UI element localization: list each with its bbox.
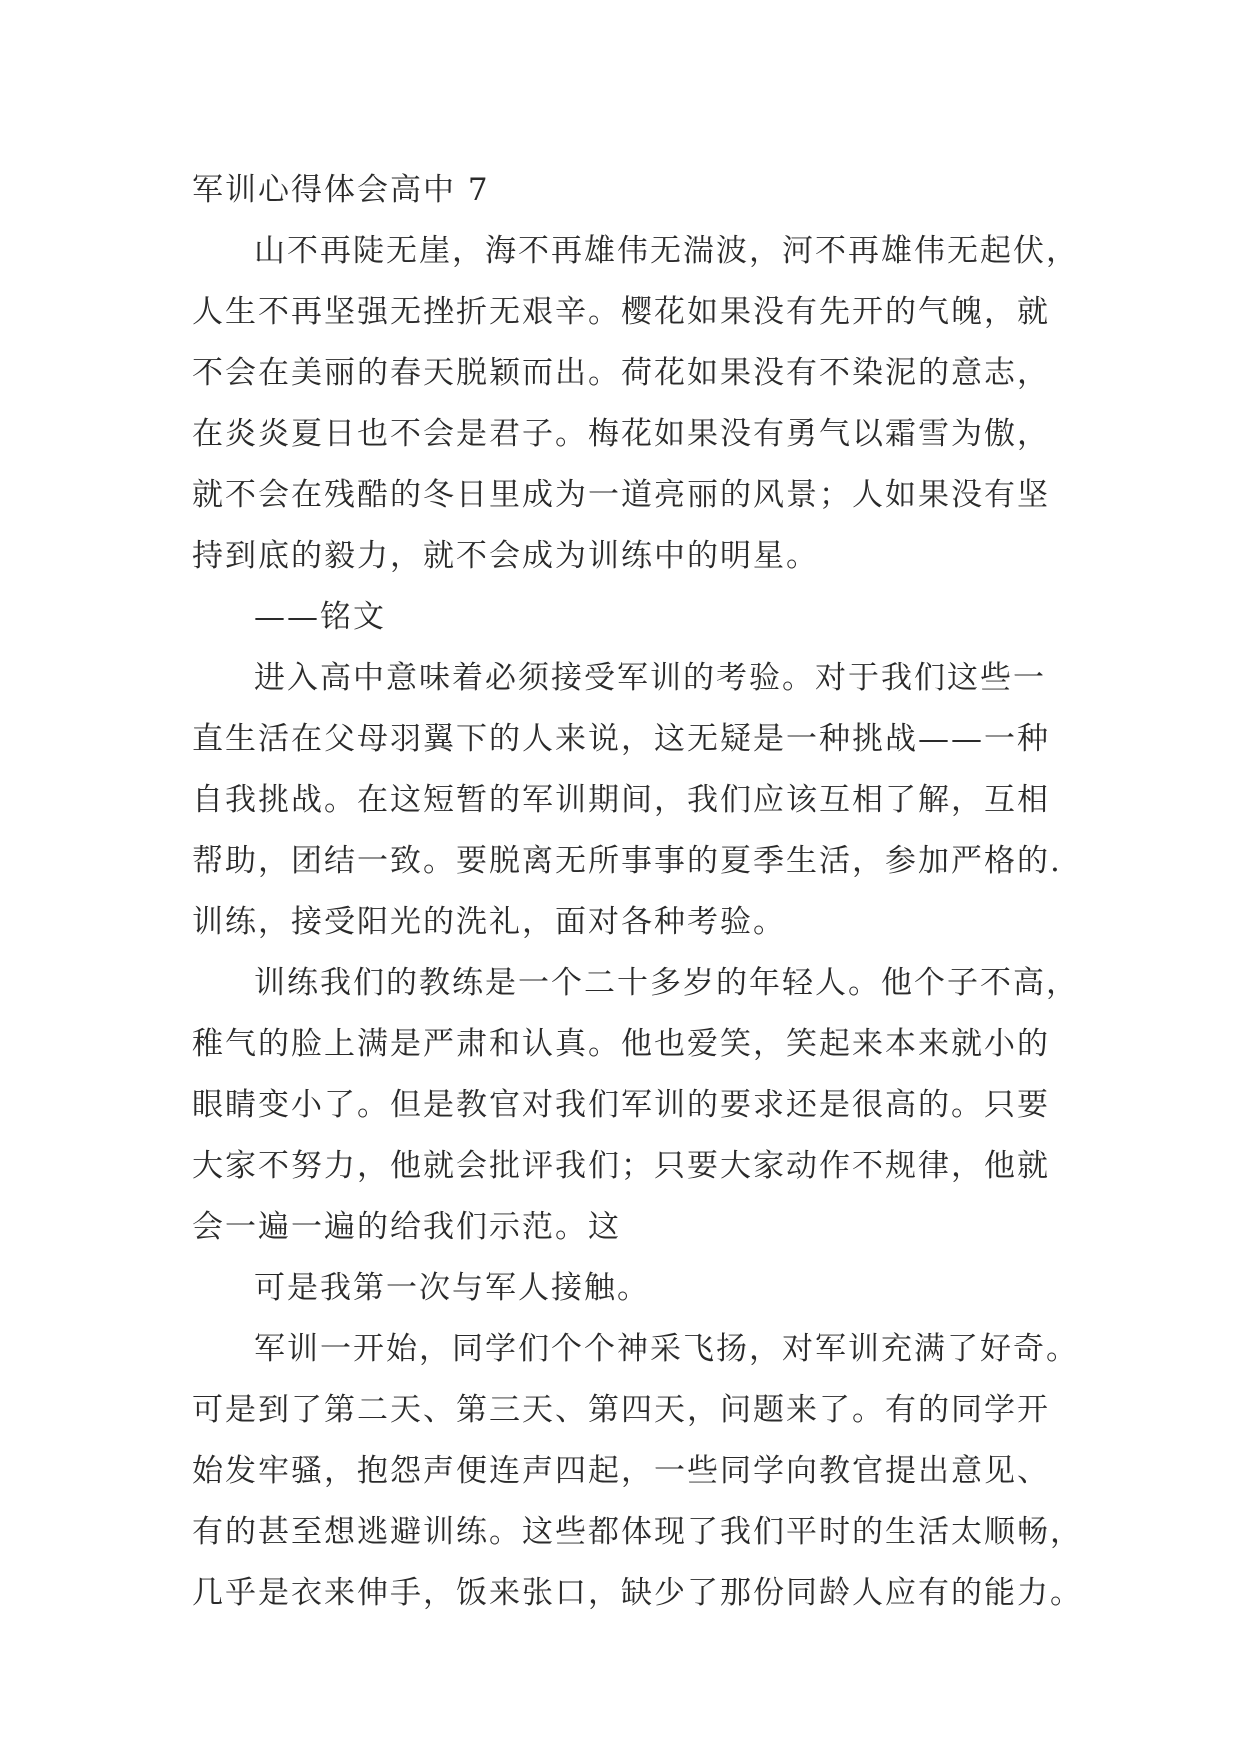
text-line: 大家不努力，他就会批评我们；只要大家动作不规律，他就 (192, 1148, 1050, 1184)
paragraph-intro (192, 221, 1079, 587)
text-line: 在炎炎夏日也不会是君子。梅花如果没有勇气以霜雪为傲， (192, 416, 1050, 452)
text-line: 帮助，团结一致。要脱离无所事事的夏季生活，参加严格的. (192, 843, 1062, 879)
document-body (192, 160, 1083, 1624)
text-line: 不会在美丽的春天脱颖而出。荷花如果没有不染泥的意志， (192, 355, 1050, 391)
text-line: 进入高中意味着必须接受军训的考验。对于我们这些一 (254, 660, 1046, 696)
paragraph-entering-high-school (192, 648, 1072, 953)
text-line: 有的甚至想逃避训练。这些都体现了我们平时的生活太顺畅， (192, 1514, 1083, 1550)
text-line: 稚气的脸上满是严肃和认真。他也爱笑，笑起来本来就小的 (192, 1026, 1050, 1062)
text-line: 会一遍一遍的给我们示范。这 (192, 1209, 621, 1245)
text-line: 持到底的毅力，就不会成为训练中的明星。 (192, 538, 819, 574)
text-line: 自我挑战。在这短暂的军训期间，我们应该互相了解，互相 (192, 782, 1050, 818)
text-line: 就不会在残酷的冬日里成为一道亮丽的风景；人如果没有坚 (192, 477, 1050, 513)
text-line: 可是我第一次与军人接触。 (254, 1270, 650, 1306)
paragraph-training-problems (192, 1319, 1083, 1624)
text-line: 可是到了第二天、第三天、第四天，问题来了。有的同学开 (192, 1392, 1050, 1428)
text-line: 山不再陡无崖，海不再雄伟无湍波，河不再雄伟无起伏， (254, 233, 1079, 269)
text-line: 直生活在父母羽翼下的人来说，这无疑是一种挑战——一种 (192, 721, 1050, 757)
text-line: 人生不再坚强无挫折无艰辛。樱花如果没有先开的气魄，就 (192, 294, 1050, 330)
text-line: 训练我们的教练是一个二十多岁的年轻人。他个子不高， (254, 965, 1079, 1001)
text-line: ——铭文 (254, 599, 386, 635)
text-line: 军训一开始，同学们个个神采飞扬，对军训充满了好奇。 (254, 1331, 1079, 1367)
paragraph-instructor (192, 953, 1079, 1258)
text-line: 几乎是衣来伸手，饭来张口，缺少了那份同龄人应有的能力。 (192, 1575, 1083, 1611)
text-line: 始发牢骚，抱怨声便连声四起，一些同学向教官提出意见、 (192, 1453, 1050, 1489)
attribution (192, 587, 1072, 648)
text-line: 眼睛变小了。但是教官对我们军训的要求还是很高的。只要 (192, 1087, 1050, 1123)
text-line: 训练，接受阳光的洗礼，面对各种考验。 (192, 904, 786, 940)
document-title: 军训心得体会高中 7 (192, 172, 490, 208)
paragraph-first-contact (192, 1258, 1072, 1319)
